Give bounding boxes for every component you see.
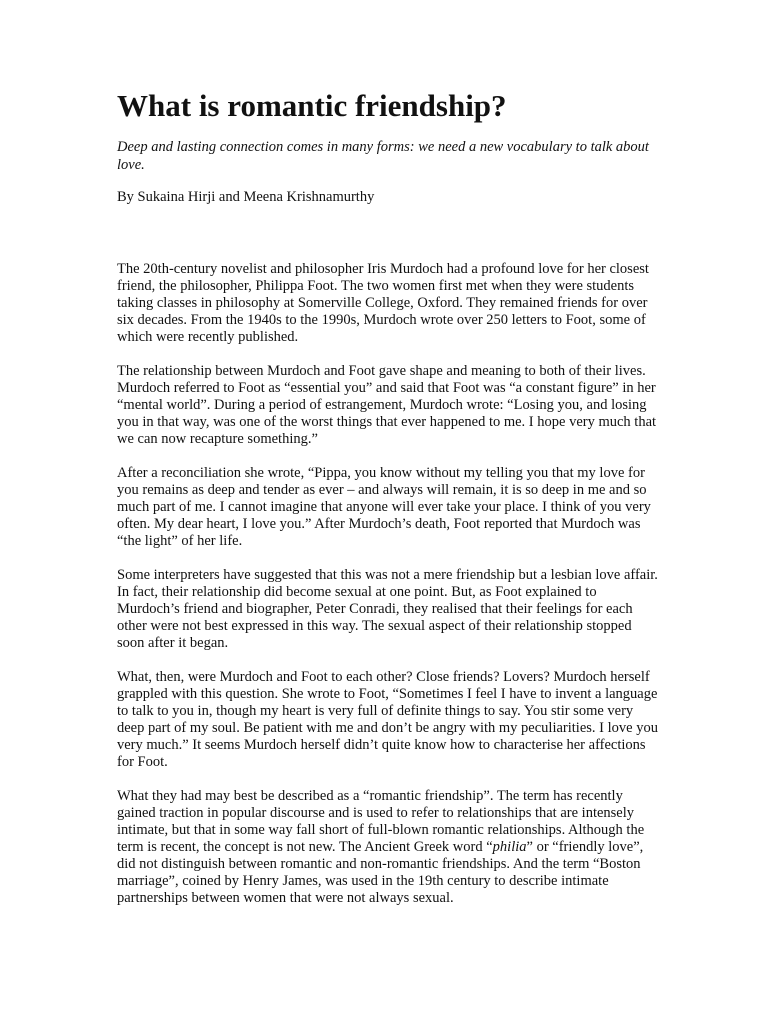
paragraph-3: After a reconciliation she wrote, “Pippa, you know without my telling you that my love for you remains as deep and tender as ever – and always will remain, it is so deep in me and so much part of me. I cannot imagine that anyone will ever take your place. I think of you very often. My dear heart, I love you.” After Murdoch’s death, Foot reported that Murdoch was “the light” of her life. xyxy=(117,465,651,549)
article-body xyxy=(117,261,662,907)
article xyxy=(117,88,662,924)
article-title: What is romantic friendship? xyxy=(117,88,507,123)
paragraph-5: What, then, were Murdoch and Foot to each other? Close friends? Lovers? Murdoch herself grappled with this question. She wrote to Foot, “Sometimes I feel I have to invent a language to talk to you in, though my heart is very full of definite things to say. You stir some very deep part of my soul. Be patient with me and don’t be angry with my peculiarities. I love you very much.” It seems Murdoch herself didn’t quite know how to characterise her affections for Foot. xyxy=(117,669,658,770)
paragraph-6 xyxy=(117,788,662,907)
paragraph-1: The 20th-century novelist and philosopher Iris Murdoch had a profound love for her closest friend, the philosopher, Philippa Foot. The two women first met when they were students taking classes in philosophy at Somerville College, Oxford. They remained friends for over six decades. From the 1940s to the 1990s, Murdoch wrote over 250 letters to Foot, some of which were recently published. xyxy=(117,261,649,345)
paragraph-2: The relationship between Murdoch and Foot gave shape and meaning to both of their lives. Murdoch referred to Foot as “essential you” and said that Foot was “a constant figure” in her “mental world”. During a period of estrangement, Murdoch wrote: “Losing you, and losing you in that way, was one of the worst things that ever happened to me. I hope very much that we can now recapture something.” xyxy=(117,363,657,447)
paragraph-6-part-b: ” or “friendly love”, did not distinguish between romantic and non-romantic friendships. And the term “Boston marriage”, coined by Henry James, was used in the 19th century to describe intimate partnerships between women that were not always sexual. xyxy=(117,839,644,906)
paragraph-4: Some interpreters have suggested that this was not a mere friendship but a lesbian love affair. In fact, their relationship did become sexual at one point. But, as Foot explained to Murdoch’s friend and biographer, Peter Conradi, they realised that their feelings for each other were not best expressed in this way. The sexual aspect of their relationship stopped soon after it began. xyxy=(117,567,658,651)
paragraph-6-italic-term: philia xyxy=(492,839,527,855)
paragraph-6-part-a: What they had may best be described as a “romantic friendship”. The term has recently gained traction in popular discourse and is used to refer to relationships that are intensely intimate, but that in some way fall short of full-blown romantic relationships. Although the term is recent, the concept is not new. The Ancient Greek word “ xyxy=(117,788,645,855)
article-subtitle: Deep and lasting connection comes in many forms: we need a new vocabulary to talk about love. xyxy=(117,139,649,173)
article-byline: By Sukaina Hirji and Meena Krishnamurthy xyxy=(117,189,375,205)
